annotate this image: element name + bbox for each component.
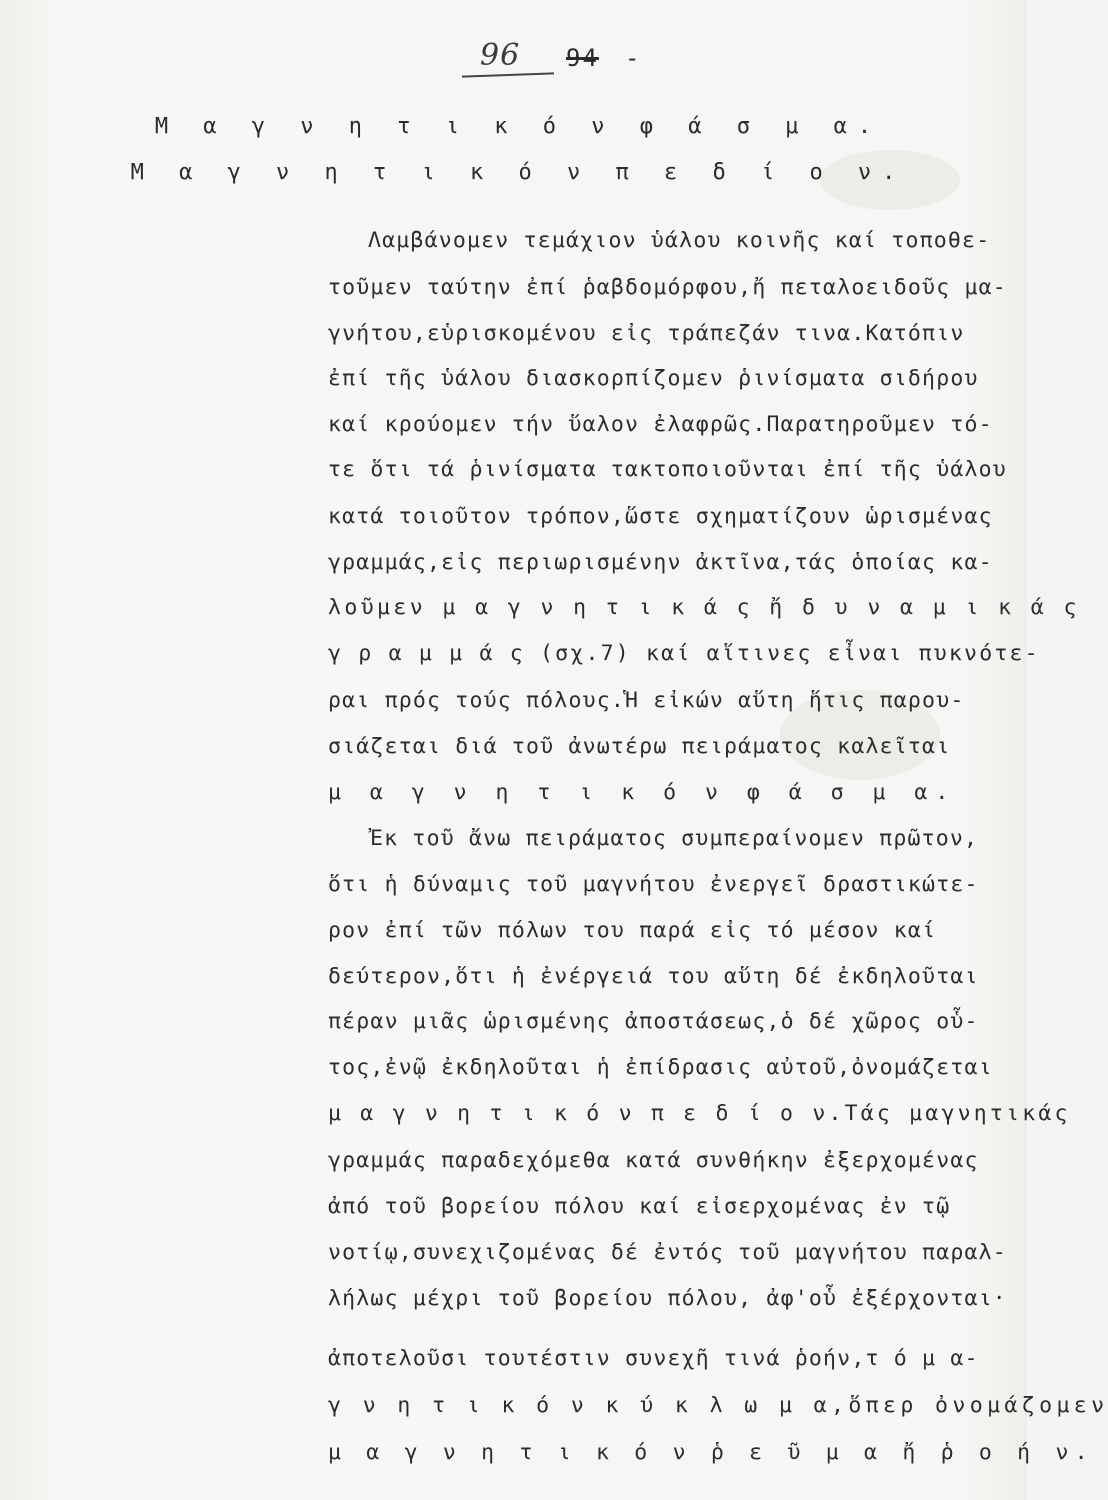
title-line-2: Μ α γ ν η τ ι κ ό ν π ε δ ί ο ν. <box>130 160 907 185</box>
text-line: καί κρούομεν τήν ὕαλον ἐλαφρῶς.Παρατηροῦμεν τό- <box>328 412 993 437</box>
text-line: μ α γ ν η τ ι κ ό ν π ε δ ί ο ν.Τάς μαγνητικάς <box>328 1101 1071 1126</box>
text-line: σιάζεται διά τοῦ ἀνωτέρω πειράματος καλεῖται <box>328 734 951 759</box>
text-line: λοῦμεν μ α γ ν η τ ι κ ά ς ἤ δ υ ν α μ ι κ ά ς <box>328 595 1080 620</box>
page-number-underline <box>462 72 554 77</box>
text-line: πέραν μιᾶς ὡρισμένης ἀποστάσεως,ὁ δέ χῶρος οὗ- <box>328 1009 979 1034</box>
text-line: τος,ἐνῷ ἐκδηλοῦται ἡ ἐπίδρασις αὐτοῦ,ὀνομάζεται <box>328 1055 993 1080</box>
text-line: γ ν η τ ι κ ό ν κ ύ κ λ ω μ α,ὅπερ ὀνομάζομεν <box>328 1393 1108 1418</box>
text-line: τοῦμεν ταύτην ἐπί ῥαβδομόρφου,ἤ πεταλοειδοῦς μα- <box>328 275 1007 300</box>
text-line: ὅτι ἡ δύναμις τοῦ μαγνήτου ἐνεργεῖ δραστικώτε- <box>328 872 979 897</box>
text-line: ἀπό τοῦ βορείου πόλου καί εἰσερχομένας ἐν τῷ <box>328 1194 951 1219</box>
title-line-1: Μ α γ ν η τ ι κ ό ν φ ά σ μ α. <box>154 114 883 139</box>
page-number-dash: - <box>625 44 640 72</box>
text-line: τε ὅτι τά ῥινίσματα τακτοποιοῦνται ἐπί τῆς ὑάλου <box>328 457 1007 482</box>
text-line: δεύτερον,ὅτι ἡ ἐνέργειά του αὕτη δέ ἐκδηλοῦται <box>328 964 979 989</box>
text-line: γραμμάς,εἰς περιωρισμένην ἀκτῖνα,τάς ὁποίας κα- <box>328 550 993 575</box>
text-line: ρον ἐπί τῶν πόλων του παρά εἰς τό μέσον καί <box>328 918 937 943</box>
text-line: μ α γ ν η τ ι κ ό ν φ ά σ μ α. <box>328 780 957 805</box>
text-line: Λαμβάνομεν τεμάχιον ὑάλου κοινῆς καί τοποθε- <box>368 228 991 253</box>
text-line: ραι πρός τούς πόλους.Ἡ εἰκών αὕτη ἥτις παρου- <box>328 688 965 713</box>
text-line: Ἐκ τοῦ ἄνω πειράματος συμπεραίνομεν πρῶτον, <box>370 826 979 851</box>
text-line: μ α γ ν η τ ι κ ό ν ῥ ε ῦ μ α ἤ ῥ ο ή ν. <box>328 1440 1094 1465</box>
text-line: ἀποτελοῦσι τουτέστιν συνεχῆ τινά ῥοήν,τ ό μ α- <box>328 1346 979 1371</box>
struck-typed-page-number: 94 <box>566 44 599 72</box>
text-line: γ ρ α μ μ ά ς (σχ.7) καί αἵτινες εἶναι πυκνότε- <box>328 641 1040 666</box>
text-line: γραμμάς παραδεχόμεθα κατά συνθήκην ἐξερχομένας <box>328 1148 979 1173</box>
text-line: νοτίῳ,συνεχιζομένας δέ ἐντός τοῦ μαγνήτου παραλ- <box>328 1240 1007 1265</box>
text-line: λήλως μέχρι τοῦ βορείου πόλου, ἀφ'οὗ ἐξέρχονται· <box>328 1286 1007 1311</box>
handwritten-page-number: 96 <box>480 38 521 73</box>
text-line: κατά τοιοῦτον τρόπον,ὥστε σχηματίζουν ὡρισμένας <box>328 504 993 529</box>
text-line: ἐπί τῆς ὑάλου διασκορπίζομεν ῥινίσματα σιδήρου <box>328 366 979 391</box>
text-line: γνήτου,εὑρισκομένου εἰς τράπεζάν τινα.Κατόπιν <box>328 321 965 346</box>
